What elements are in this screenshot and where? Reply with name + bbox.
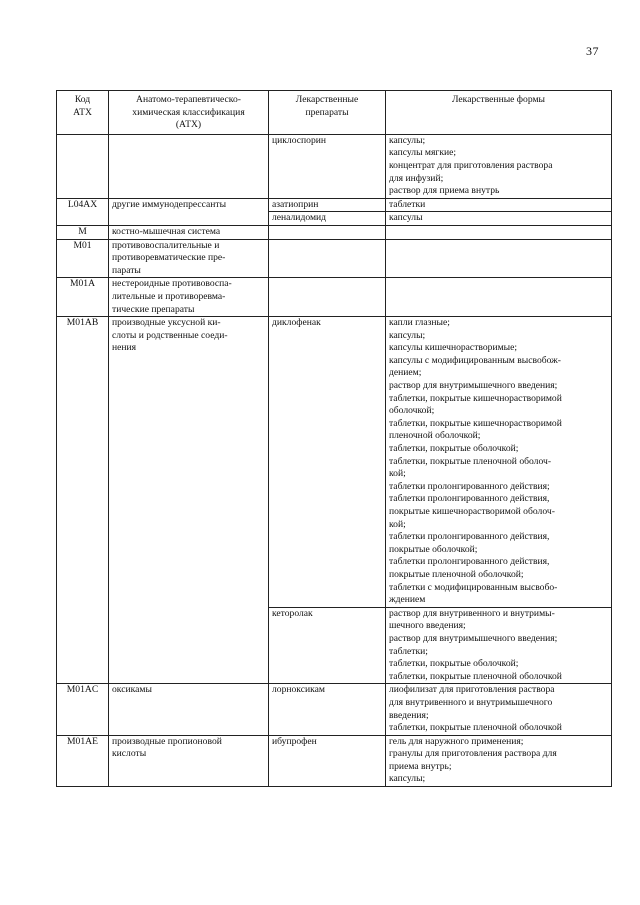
table-row [57, 239, 612, 278]
cell-drug: лорноксикам [269, 684, 386, 735]
cell-forms: капсулы; капсулы мягкие; концентрат для приготовления раствора для инфузий; раствор для приема внутрь [386, 134, 612, 198]
table-row [57, 317, 612, 608]
table-row [57, 134, 612, 198]
cell-drug [269, 239, 386, 278]
header-code: Код АТХ [57, 91, 109, 135]
table-row [57, 735, 612, 786]
cell-drug [269, 225, 386, 239]
cell-code: M01AB [57, 317, 109, 684]
cell-classification: оксикамы [109, 684, 269, 735]
cell-drug: кеторолак [269, 607, 386, 684]
cell-classification: производные пропионовой кислоты [109, 735, 269, 786]
cell-drug [269, 278, 386, 317]
cell-forms: капсулы [386, 212, 612, 226]
cell-classification: производные уксусной ки- слоты и родственные соеди- нения [109, 317, 269, 684]
cell-forms [386, 239, 612, 278]
table-row [57, 278, 612, 317]
cell-forms: капли глазные; капсулы; капсулы кишечнорастворимые; капсулы с модифицированным высвобож- дением; раствор для внутримышечного введения; таблетки, покрытые кишечнорастворимой оболочкой; таблетки, покрытые кишечнорастворимой пленочной оболочкой; таблетки, покрытые оболочкой; таблетки, покрытые пленочной оболоч- кой; таблетки пролонгированного действия; таблетки пролонгированного действия, покрытые кишечнорастворимой оболоч- кой; таблетки пролонгированного действия, покрытые оболочкой; таблетки пролонгированного действия, покрытые пленочной оболочкой; таблетки с модифицированным высвобо- ждением [386, 317, 612, 608]
cell-code: M [57, 225, 109, 239]
cell-code: M01AE [57, 735, 109, 786]
cell-forms [386, 225, 612, 239]
cell-forms: раствор для внутривенного и внутримы- шечного введения; раствор для внутримышечного введения; таблетки; таблетки, покрытые оболочкой; таблетки, покрытые пленочной оболочкой [386, 607, 612, 684]
header-drugs: Лекарственные препараты [269, 91, 386, 135]
table-row [57, 198, 612, 212]
cell-classification: другие иммунодепрессанты [109, 198, 269, 225]
table-row [57, 225, 612, 239]
page-number: 37 [586, 44, 599, 58]
cell-drug: азатиоприн [269, 198, 386, 212]
cell-code: M01A [57, 278, 109, 317]
cell-classification: нестероидные противовоспа- лительные и противоревма- тические препараты [109, 278, 269, 317]
cell-classification: противовоспалительные и противоревматические пре- параты [109, 239, 269, 278]
cell-drug: диклофенак [269, 317, 386, 608]
cell-code [57, 134, 109, 198]
header-classification: Анатомо-терапевтическо- химическая классификация (АТХ) [109, 91, 269, 135]
cell-code: L04AX [57, 198, 109, 225]
cell-forms [386, 278, 612, 317]
atx-table [56, 90, 612, 787]
table-header-row [57, 91, 612, 135]
cell-code: M01 [57, 239, 109, 278]
cell-forms: таблетки [386, 198, 612, 212]
cell-classification: костно-мышечная система [109, 225, 269, 239]
cell-drug: циклоспорин [269, 134, 386, 198]
header-forms: Лекарственные формы [386, 91, 612, 135]
cell-drug: ибупрофен [269, 735, 386, 786]
table-row [57, 684, 612, 735]
cell-forms: гель для наружного применения; гранулы для приготовления раствора для приема внутрь; капсулы; [386, 735, 612, 786]
cell-forms: лиофилизат для приготовления раствора для внутривенного и внутримышечного введения; таблетки, покрытые пленочной оболочкой [386, 684, 612, 735]
cell-drug: леналидомид [269, 212, 386, 226]
cell-code: M01AC [57, 684, 109, 735]
cell-classification [109, 134, 269, 198]
